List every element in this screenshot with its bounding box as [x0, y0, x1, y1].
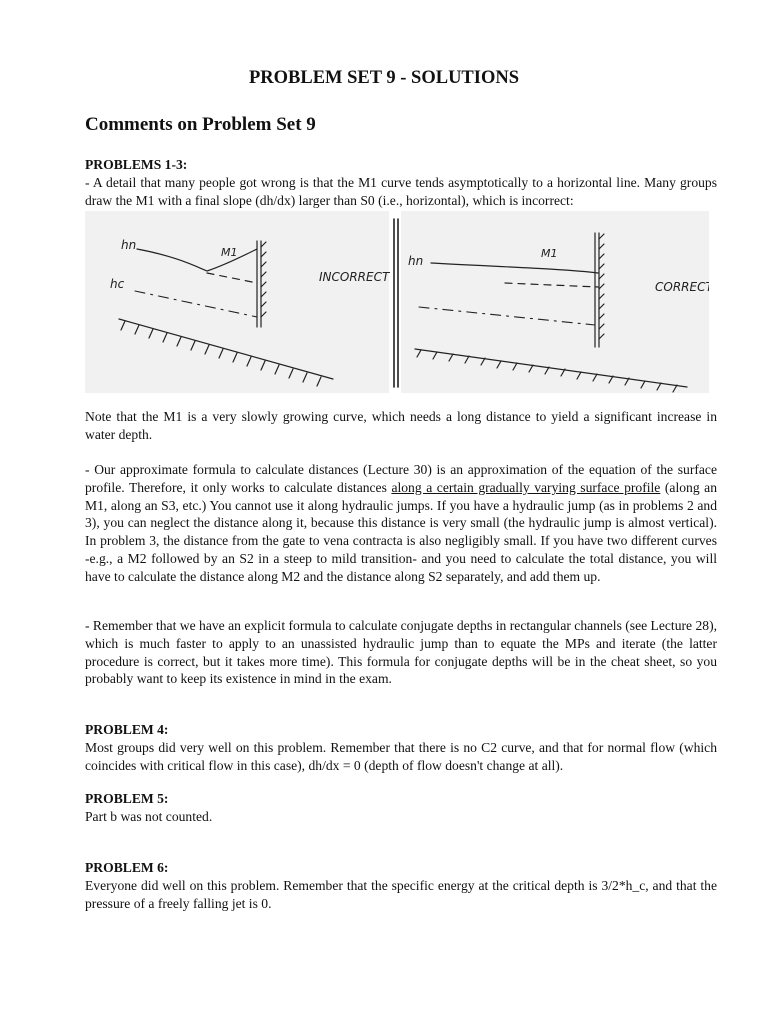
correct-label: CORRECT [655, 280, 709, 294]
m1-growth-note: Note that the M1 is a very slowly growing curve, which needs a long distance to yield a significant increase in water depth. [85, 409, 717, 442]
distance-formula-paragraph [85, 461, 717, 586]
conjugate-depth-paragraph: - Remember that we have an explicit formula to calculate conjugate depths in rectangular channels (see Lecture 28), which is much faster to apply to an unassisted hydraulic jump than to equate the MPs and iterate (the latter procedure is correct, but it takes more time). This formula for conjugate depths will be in the cheat sheet, so you probably want to keep its existence in mind in the exam. [85, 618, 717, 687]
page-subtitle: Comments on Problem Set 9 [85, 114, 316, 135]
problems-1-3-heading: PROBLEMS 1-3: [85, 157, 188, 172]
incorrect-label: INCORRECT [319, 270, 390, 284]
right-hn-label: hn [408, 254, 424, 268]
right-m1-label: M1 [541, 247, 558, 260]
panel-divider [394, 219, 398, 387]
m1-curve-figure [85, 211, 709, 393]
distance-formula-text-a: - Our approximate formula to calculate distances (Lecture 30) is an approximation of the equation of the surface profile. Therefore, it only works to calculate distances [85, 462, 717, 495]
problem-5-section [85, 790, 717, 826]
problems-1-3-section [85, 156, 717, 209]
left-m1-label: M1 [221, 246, 238, 259]
problem-5-heading: PROBLEM 5: [85, 791, 169, 806]
problem-6-body: Everyone did well on this problem. Remember that the specific energy at the critical depth is 3/2*h_c, and that the pressure of a freely falling jet is 0. [85, 877, 717, 911]
problem-4-heading: PROBLEM 4: [85, 722, 169, 737]
right-panel-bg [401, 211, 709, 393]
m1-sketch-svg [85, 211, 709, 393]
problem-6-heading: PROBLEM 6: [85, 860, 169, 875]
left-hn-label: hn [121, 238, 137, 252]
distance-formula-text-b: (along an M1, along an S3, etc.) You cannot use it along hydraulic jumps. If you have a hydraulic jump (as in problems 2 and 3), you can neglect the distance along it, because this distance is very small (the hydraulic jump is almost vertical). In problem 3, the distance from the gate to vena contracta is also negligibly small. If you have two different curves -e.g., a M2 followed by an S2 in a steep to mild transition- and you need to calculate the total distance, you will have to calculate the distance along M2 and the distance along S2 separately, and add them up. [85, 479, 717, 584]
problem-4-body: Most groups did very well on this problem. Remember that there is no C2 curve, and that for normal flow (which coincides with critical flow in this case), dh/dx = 0 (depth of flow doesn't change at all). [85, 739, 717, 773]
problem-4-section [85, 721, 717, 774]
page-title: PROBLEM SET 9 - SOLUTIONS [248, 68, 520, 88]
distance-formula-underlined: along a certain gradually varying surface profile [391, 479, 661, 495]
problems-1-3-paragraph: - A detail that many people got wrong is that the M1 curve tends asymptotically to a horizontal line. Many groups draw the M1 with a final slope (dh/dx) larger than S0 (i.e., horizontal), which is incorrect: [85, 174, 717, 208]
left-hc-label: hc [110, 277, 125, 291]
problem-5-body: Part b was not counted. [85, 808, 213, 824]
problem-6-section [85, 859, 717, 912]
